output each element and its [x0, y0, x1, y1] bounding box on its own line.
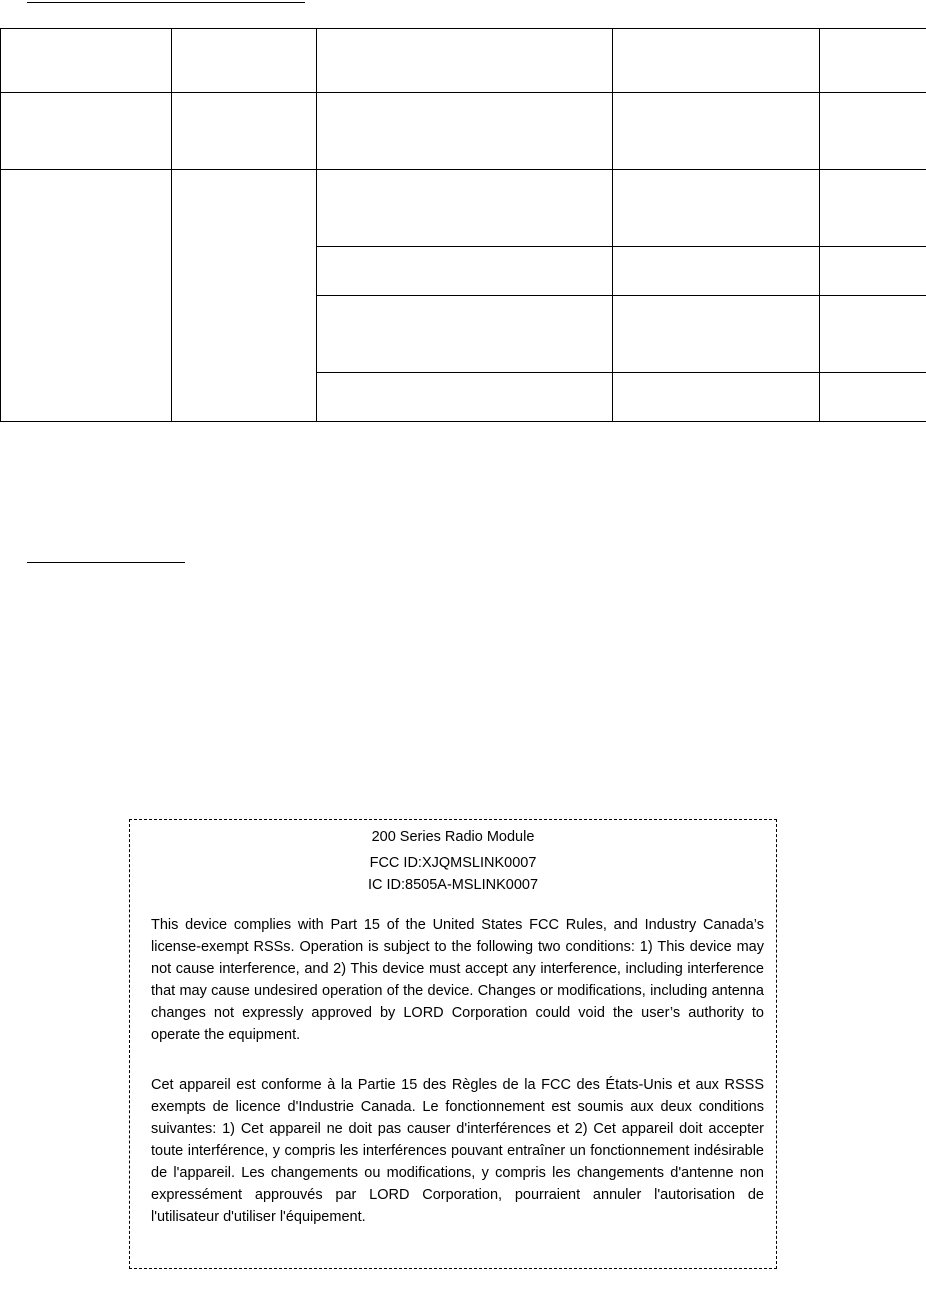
table-cell [317, 247, 613, 296]
ic-id: IC ID:8505A-MSLINK0007 [367, 877, 539, 893]
table-cell [820, 373, 926, 422]
table-cell [1, 170, 172, 422]
section-heading-underline [27, 562, 185, 563]
compliance-label-box [129, 819, 777, 1269]
table-row [1, 29, 926, 93]
fcc-id: FCC ID:XJQMSLINK0007 [369, 855, 537, 871]
table-cell [820, 247, 926, 296]
table-cell [317, 373, 613, 422]
label-ids [130, 852, 776, 896]
table-cell [317, 170, 613, 247]
label-title: 200 Series Radio Module [371, 829, 535, 845]
table-cell [172, 170, 317, 422]
table-cell [1, 93, 172, 170]
table-cell [172, 29, 317, 93]
table-row [1, 170, 926, 247]
top-heading-underline [27, 2, 305, 3]
french-statement: Cet appareil est conforme à la Partie 15 des Règles de la FCC des États-Unis et aux RSSS exempts de licence d'Industrie Canada. Le fonctionnement est soumis aux deux conditions suivantes: 1) Cet appareil ne doit pas causer d'interférences et 2) Cet appareil doit accepter toute interférence, y compris les interférences pouvant entraîner un fonctionnement indésirable de l'appareil. Les changements ou modifications, y compris les changements d'antenne non expressément approuvés par LORD Corporation, pourraient annuler l'autorisation de l'utilisateur d'utiliser l'équipement. [151, 1077, 764, 1225]
table-cell [820, 170, 926, 247]
table-cell [172, 93, 317, 170]
table-cell [613, 373, 820, 422]
table-cell [317, 296, 613, 373]
table-row [1, 93, 926, 170]
table-cell [613, 93, 820, 170]
english-statement: This device complies with Part 15 of the United States FCC Rules, and Industry Canada’s license-exempt RSSs. Operation is subject to the following two conditions: 1) This device may not cause interference, and 2) This device must accept any interference, including interference that may cause undesired operation of the device. Changes or modifications, including antenna changes not expressly approved by LORD Corporation could void the user’s authority to operate the equipment. [151, 917, 764, 1043]
table-cell [613, 170, 820, 247]
table-cell [613, 296, 820, 373]
table-cell [820, 296, 926, 373]
label-header [130, 826, 776, 896]
table-cell [820, 93, 926, 170]
table-cell [317, 93, 613, 170]
table-cell [317, 29, 613, 93]
table-cell [613, 29, 820, 93]
table-cell [1, 29, 172, 93]
table-cell [613, 247, 820, 296]
table-cell [820, 29, 926, 93]
data-table [0, 28, 926, 422]
